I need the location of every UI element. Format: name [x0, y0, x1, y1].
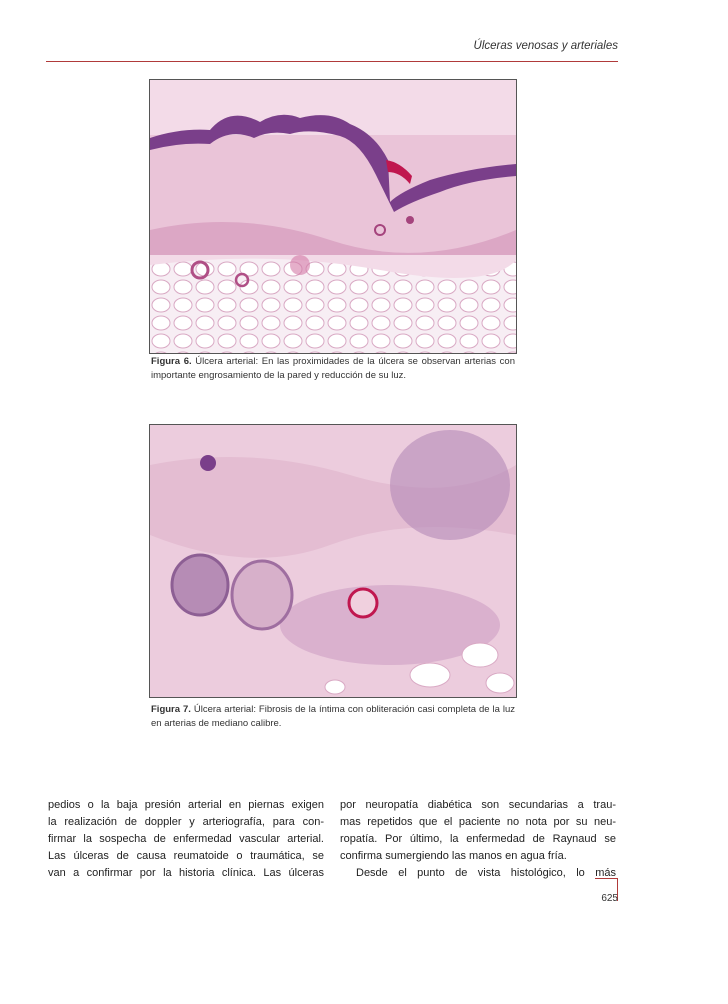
body-text-line: Desde el punto de vista histológico, lo más — [356, 867, 616, 879]
figure-6-image — [149, 79, 517, 354]
body-left-column — [48, 797, 324, 882]
body-text-line: Las úlceras de causa reumatoide o traumática, se — [48, 850, 324, 862]
figure-6-caption — [151, 355, 515, 383]
figure-7-image — [149, 424, 517, 698]
body-text-line: la realización de doppler y arteriografía, para con- — [48, 816, 324, 828]
body-text-line: pedios o la baja presión arterial en piernas exigen — [48, 799, 324, 811]
figure-7-label: Figura 7. — [151, 704, 191, 715]
figure-7-caption-text: Úlcera arterial: Fibrosis de la íntima con obliteración casi completa de la luz en arterias de mediano calibre. — [151, 704, 516, 729]
header-rule — [46, 61, 618, 62]
figure-7-caption — [151, 703, 515, 731]
body-text-line: mas repetidos que el paciente no nota por su neu- — [340, 816, 616, 828]
histology-figure-6-art — [150, 80, 516, 353]
body-text-line: confirma sumergiendo las manos en agua fría. — [340, 850, 567, 862]
histology-figure-7-art — [150, 425, 516, 697]
body-text-line: van a confirmar por la historia clínica. Las úlceras — [48, 867, 324, 879]
figure-6-label: Figura 6. — [151, 356, 192, 367]
body-right-column — [340, 797, 616, 882]
body-text-line: por neuropatía diabética son secundarias a trau- — [340, 799, 616, 811]
body-text-line: ropatía. Por último, la enfermedad de Raynaud se — [340, 833, 616, 845]
body-text-line: firmar la sospecha de enfermedad vascular arterial. — [48, 833, 324, 845]
page-number: 625 — [601, 893, 618, 904]
running-header: Úlceras venosas y arteriales — [473, 40, 618, 52]
figure-6-caption-text: Úlcera arterial: En las proximidades de la úlcera se observan arterias con importante engrosamiento de la pared y reducción de su luz. — [151, 356, 515, 381]
